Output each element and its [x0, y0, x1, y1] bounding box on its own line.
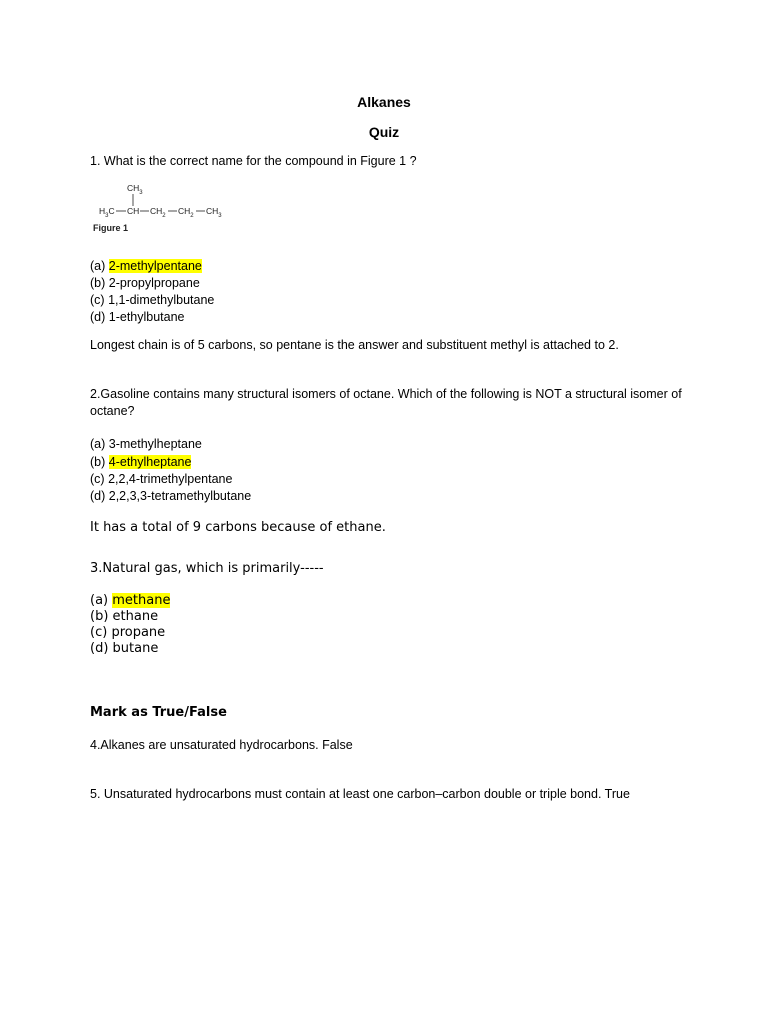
- figure-caption: Figure 1: [93, 223, 129, 233]
- q3-option-d-label: (d): [90, 641, 113, 656]
- q1-option-b: [90, 275, 200, 292]
- q3-option-b: [90, 609, 158, 625]
- q1-option-c: [90, 292, 214, 309]
- q2-explanation: It has a total of 9 carbons because of ethane.: [90, 520, 386, 535]
- q2-option-b-text: 4-ethylheptane: [108, 455, 192, 469]
- q1-option-c-label: (c): [90, 293, 109, 307]
- q3-option-d-text: butane: [112, 641, 159, 656]
- figure-ch3-top: $CH_3$: [127, 183, 143, 196]
- q3-option-d: [90, 641, 158, 657]
- q2-option-a-label: (a): [90, 437, 109, 451]
- q2-option-b-label: (b): [90, 455, 109, 469]
- q1-option-d-text: 1-ethylbutane: [108, 310, 185, 324]
- question-3: 3.Natural gas, which is primarily-----: [90, 561, 324, 576]
- figure-h3c: $H_3C$: [99, 206, 115, 219]
- q1-explanation: Longest chain is of 5 carbons, so pentane is the answer and substituent methyl is attached to 2.: [90, 338, 619, 352]
- q1-option-a-text: 2-methylpentane: [108, 259, 202, 273]
- q2-option-d-text: 2,2,3,3-tetramethylbutane: [108, 489, 252, 503]
- q3-option-b-text: ethane: [112, 609, 159, 624]
- q1-option-a: [90, 258, 202, 275]
- q3-option-a-label: (a): [90, 593, 113, 608]
- question-5: 5. Unsaturated hydrocarbons must contain at least one carbon–carbon double or triple bond. True: [90, 787, 630, 801]
- question-2: 2.Gasoline contains many structural isomers of octane. Which of the following is NOT a structural isomer of octane?: [90, 387, 682, 418]
- q1-option-b-text: 2-propylpropane: [108, 276, 200, 290]
- q1-option-d: [90, 309, 185, 326]
- q2-option-d: [90, 488, 251, 505]
- figure-ch3-end: $CH_3$: [206, 206, 222, 219]
- question-4: 4.Alkanes are unsaturated hydrocarbons. False: [90, 738, 353, 752]
- q2-option-a: [90, 436, 202, 453]
- q3-option-c-text: propane: [111, 625, 166, 640]
- q1-option-d-label: (d): [90, 310, 109, 324]
- document-subtitle: Quiz: [368, 124, 400, 140]
- q3-option-c-label: (c): [90, 625, 112, 640]
- q2-option-d-label: (d): [90, 489, 109, 503]
- true-false-heading: Mark as True/False: [90, 705, 227, 720]
- q1-option-b-label: (b): [90, 276, 109, 290]
- document-title: Alkanes: [357, 94, 411, 110]
- figure-ch: CH: [127, 206, 140, 216]
- question-1: 1. What is the correct name for the compound in Figure 1 ?: [90, 154, 417, 168]
- q2-option-a-text: 3-methylheptane: [108, 437, 202, 451]
- figure-1-structure: [92, 180, 232, 236]
- q2-option-c: [90, 471, 232, 488]
- q1-option-a-label: (a): [90, 259, 109, 273]
- q2-option-c-label: (c): [90, 472, 109, 486]
- q3-option-a-text: methane: [112, 593, 171, 608]
- figure-ch2-b: $CH_2$: [178, 206, 194, 219]
- figure-ch2-a: $CH_2$: [150, 206, 166, 219]
- q3-option-a: [90, 593, 170, 609]
- q1-option-c-text: 1,1-dimethylbutane: [108, 293, 215, 307]
- q2-option-b: [90, 454, 191, 471]
- q3-option-c: [90, 625, 165, 641]
- q2-option-c-text: 2,2,4-trimethylpentane: [108, 472, 233, 486]
- q3-option-b-label: (b): [90, 609, 113, 624]
